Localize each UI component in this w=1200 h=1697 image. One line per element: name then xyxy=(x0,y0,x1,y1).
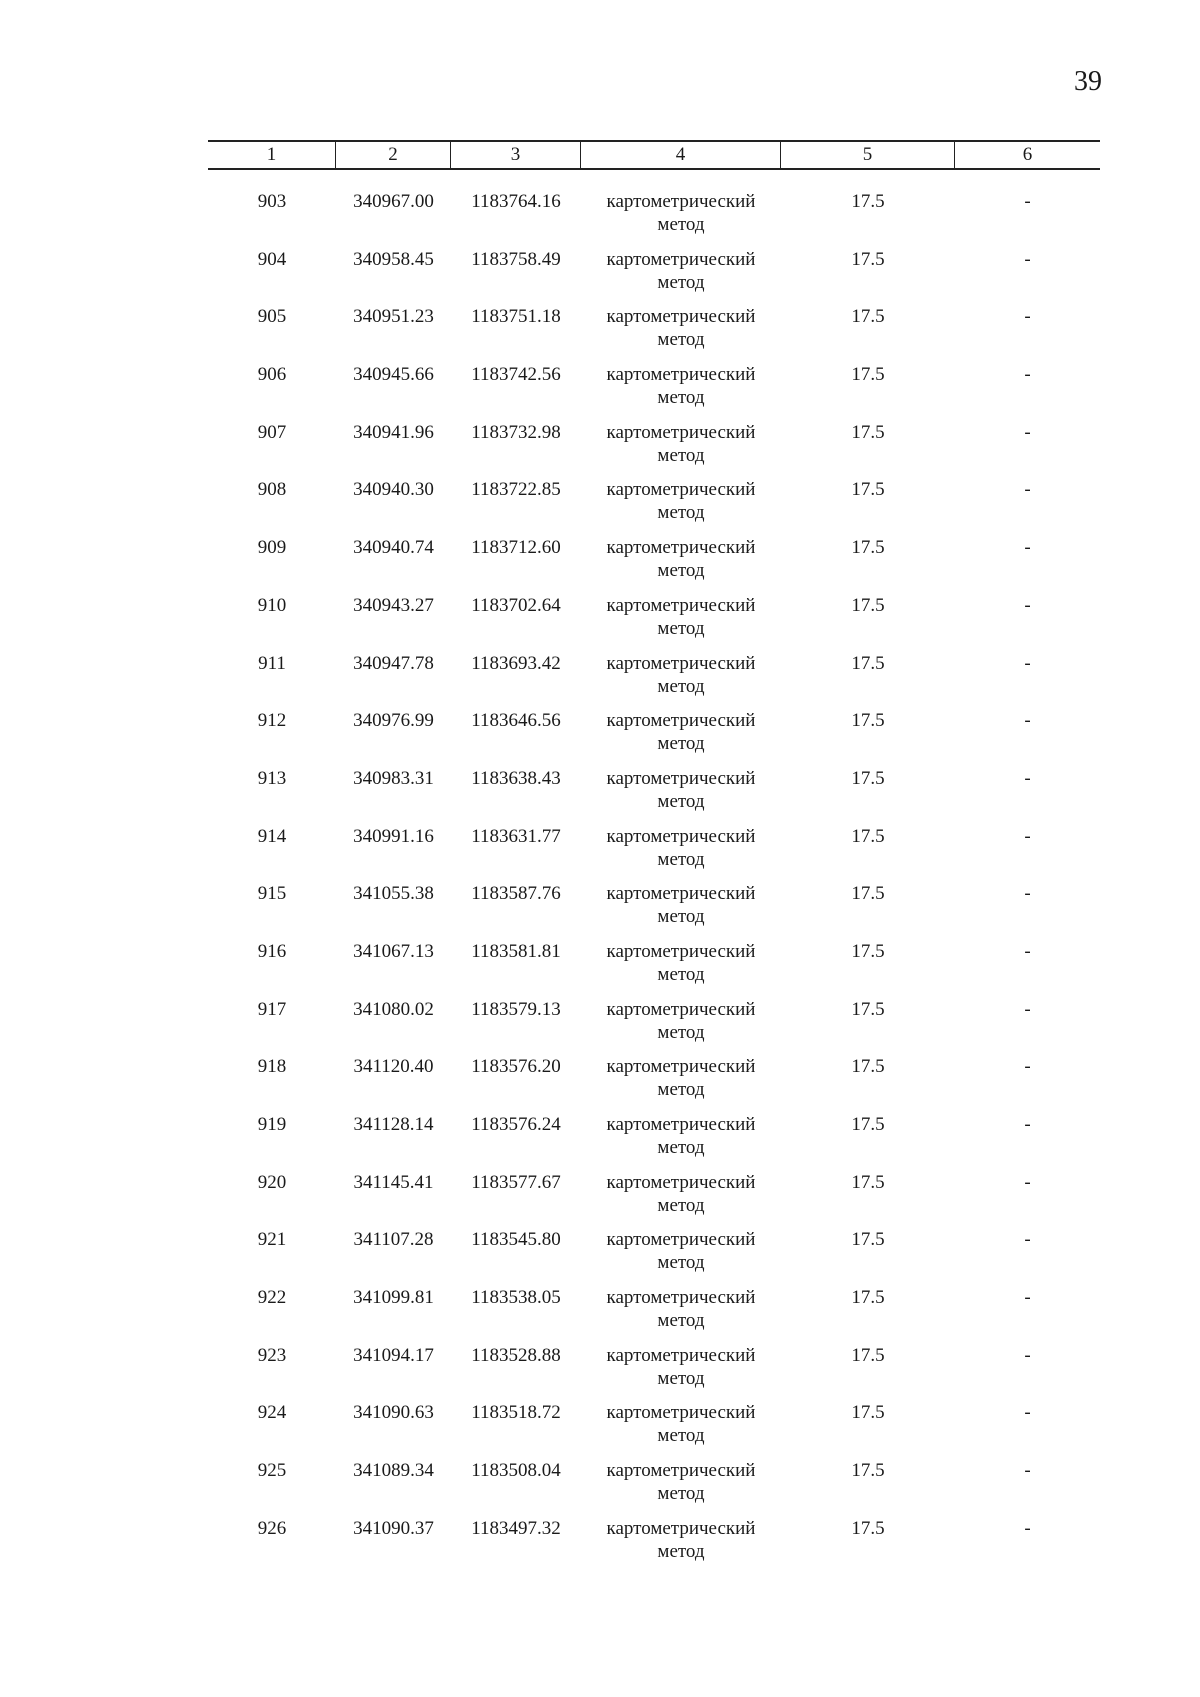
y-coordinate-cell: 1183528.88 xyxy=(471,1344,561,1366)
y-coordinate-cell: 1183497.32 xyxy=(471,1517,561,1539)
method-text-line-2: метод xyxy=(657,1079,705,1101)
x-coordinate-cell: 340947.78 xyxy=(353,652,434,674)
note-cell: - xyxy=(1024,710,1031,732)
method-text-line-1: картометрический xyxy=(606,940,756,962)
note-cell: - xyxy=(1024,479,1031,501)
y-coordinate-cell: 1183638.43 xyxy=(471,767,561,789)
x-coordinate-cell: 340951.23 xyxy=(353,306,434,328)
x-coordinate-cell: 340983.31 xyxy=(353,767,434,789)
note-cell: - xyxy=(1024,1229,1031,1251)
method-cell xyxy=(581,1053,781,1111)
table-row xyxy=(208,996,1100,1054)
method-text-line-2: метод xyxy=(657,1252,705,1274)
note-cell: - xyxy=(1024,306,1031,328)
method-cell xyxy=(581,592,781,650)
method-text-line-1: картометрический xyxy=(606,998,756,1020)
table-row xyxy=(208,188,1100,246)
method-text-line-2: метод xyxy=(657,329,705,351)
note-cell: - xyxy=(1024,940,1031,962)
y-coordinate-cell: 1183693.42 xyxy=(471,652,561,674)
method-cell xyxy=(581,823,781,881)
point-number-cell: 912 xyxy=(257,710,287,732)
method-text-line-1: картометрический xyxy=(606,1517,756,1539)
table-row xyxy=(208,1053,1100,1111)
method-text-line-1: картометрический xyxy=(606,1229,756,1251)
y-coordinate-cell: 1183751.18 xyxy=(471,306,561,328)
page-number: 39 xyxy=(1074,66,1102,97)
method-text-line-1: картометрический xyxy=(606,1402,756,1424)
point-number-cell: 921 xyxy=(257,1229,287,1251)
point-number-cell: 924 xyxy=(257,1402,287,1424)
accuracy-cell: 17.5 xyxy=(851,1171,885,1193)
method-cell xyxy=(581,938,781,996)
column-header-6: 6 xyxy=(1022,144,1033,165)
table-row xyxy=(208,592,1100,650)
accuracy-cell: 17.5 xyxy=(851,652,885,674)
table-row xyxy=(208,246,1100,304)
x-coordinate-cell: 341090.37 xyxy=(353,1517,434,1539)
method-text-line-2: метод xyxy=(657,617,705,639)
method-cell xyxy=(581,188,781,246)
method-text-line-2: метод xyxy=(657,387,705,409)
method-cell xyxy=(581,246,781,304)
column-header-2: 2 xyxy=(336,142,451,168)
point-number-cell: 907 xyxy=(257,421,287,443)
column-header-1: 1 xyxy=(208,142,336,168)
method-cell xyxy=(581,303,781,361)
method-text-line-2: метод xyxy=(657,848,705,870)
method-text-line-1: картометрический xyxy=(606,1056,756,1078)
point-number-cell: 915 xyxy=(257,883,287,905)
y-coordinate-cell: 1183545.80 xyxy=(471,1229,561,1251)
method-cell xyxy=(581,1457,781,1515)
y-coordinate-cell: 1183577.67 xyxy=(471,1171,561,1193)
method-text-line-1: картометрический xyxy=(606,883,756,905)
method-text-line-1: картометрический xyxy=(606,248,756,270)
method-cell xyxy=(581,1399,781,1457)
table-row xyxy=(208,1169,1100,1227)
table-row xyxy=(208,361,1100,419)
table-row xyxy=(208,823,1100,881)
note-cell: - xyxy=(1024,883,1031,905)
point-number-cell: 922 xyxy=(257,1287,287,1309)
method-text-line-2: метод xyxy=(657,1137,705,1158)
note-cell: - xyxy=(1024,825,1031,847)
note-cell: - xyxy=(1024,364,1031,386)
table-row xyxy=(208,707,1100,765)
method-text-line-2: метод xyxy=(657,733,705,755)
column-header-4: 4 xyxy=(581,142,781,168)
column-header-5: 5 xyxy=(781,142,955,168)
note-cell: - xyxy=(1024,652,1031,674)
y-coordinate-cell: 1183579.13 xyxy=(471,998,561,1020)
point-number-cell: 908 xyxy=(257,479,287,501)
table-row xyxy=(208,650,1100,708)
table-row xyxy=(208,1284,1100,1342)
method-text-line-1: картометрический xyxy=(606,191,756,212)
point-number-cell: 918 xyxy=(257,1056,287,1078)
table-row xyxy=(208,765,1100,823)
table-header-row xyxy=(208,140,1100,170)
note-cell: - xyxy=(1024,1056,1031,1078)
x-coordinate-cell: 341067.13 xyxy=(353,940,434,962)
note-cell: - xyxy=(1024,1402,1031,1424)
method-cell xyxy=(581,1111,781,1169)
note-cell: - xyxy=(1024,537,1031,559)
accuracy-cell: 17.5 xyxy=(851,825,885,847)
x-coordinate-cell: 341080.02 xyxy=(353,998,434,1020)
point-number-cell: 911 xyxy=(258,652,286,674)
accuracy-cell: 17.5 xyxy=(851,594,885,616)
x-coordinate-cell: 340940.74 xyxy=(353,537,434,559)
y-coordinate-cell: 1183702.64 xyxy=(471,594,561,616)
table-row xyxy=(208,1399,1100,1457)
method-cell xyxy=(581,880,781,938)
accuracy-cell: 17.5 xyxy=(851,537,885,559)
method-text-line-2: метод xyxy=(657,1194,705,1216)
point-number-cell: 920 xyxy=(257,1171,287,1193)
accuracy-cell: 17.5 xyxy=(851,883,885,905)
method-text-line-1: картометрический xyxy=(606,306,756,328)
x-coordinate-cell: 341145.41 xyxy=(353,1171,434,1193)
y-coordinate-cell: 1183508.04 xyxy=(471,1460,561,1482)
x-coordinate-cell: 341055.38 xyxy=(353,883,434,905)
x-coordinate-cell: 340976.99 xyxy=(353,710,434,732)
x-coordinate-cell: 340967.00 xyxy=(353,191,434,212)
x-coordinate-cell: 341128.14 xyxy=(353,1114,434,1135)
y-coordinate-cell: 1183631.77 xyxy=(471,825,561,847)
x-coordinate-cell: 340945.66 xyxy=(353,364,434,386)
table-row xyxy=(208,1111,1100,1169)
method-text-line-1: картометрический xyxy=(606,479,756,501)
note-cell: - xyxy=(1024,594,1031,616)
x-coordinate-cell: 340958.45 xyxy=(353,248,434,270)
note-cell: - xyxy=(1024,1287,1031,1309)
method-text-line-2: метод xyxy=(657,1367,705,1389)
method-cell xyxy=(581,707,781,765)
method-cell xyxy=(581,1169,781,1227)
method-text-line-2: метод xyxy=(657,560,705,582)
y-coordinate-cell: 1183587.76 xyxy=(471,883,561,905)
x-coordinate-cell: 341120.40 xyxy=(353,1056,434,1078)
y-coordinate-cell: 1183722.85 xyxy=(471,479,561,501)
accuracy-cell: 17.5 xyxy=(851,1229,885,1251)
y-coordinate-cell: 1183581.81 xyxy=(471,940,561,962)
method-text-line-2: метод xyxy=(657,906,705,928)
accuracy-cell: 17.5 xyxy=(851,421,885,443)
point-number-cell: 925 xyxy=(257,1460,287,1482)
x-coordinate-cell: 340943.27 xyxy=(353,594,434,616)
point-number-cell: 904 xyxy=(257,248,287,270)
method-text-line-2: метод xyxy=(657,1483,705,1505)
method-text-line-2: метод xyxy=(657,1425,705,1447)
method-text-line-2: метод xyxy=(657,1310,705,1332)
method-text-line-1: картометрический xyxy=(606,1171,756,1193)
x-coordinate-cell: 341090.63 xyxy=(353,1402,434,1424)
method-cell xyxy=(581,1515,781,1573)
accuracy-cell: 17.5 xyxy=(851,767,885,789)
table-row xyxy=(208,1226,1100,1284)
note-cell: - xyxy=(1024,1114,1031,1135)
point-number-cell: 917 xyxy=(257,998,287,1020)
accuracy-cell: 17.5 xyxy=(851,1114,885,1135)
method-text-line-1: картометрический xyxy=(606,710,756,732)
method-text-line-1: картометрический xyxy=(606,1114,756,1135)
x-coordinate-cell: 341107.28 xyxy=(353,1229,434,1251)
note-cell: - xyxy=(1024,1171,1031,1193)
table-row xyxy=(208,938,1100,996)
y-coordinate-cell: 1183576.24 xyxy=(471,1114,561,1135)
table-row xyxy=(208,1515,1100,1573)
point-number-cell: 914 xyxy=(257,825,287,847)
table-row xyxy=(208,1342,1100,1400)
point-number-cell: 916 xyxy=(257,940,287,962)
accuracy-cell: 17.5 xyxy=(851,306,885,328)
accuracy-cell: 17.5 xyxy=(851,248,885,270)
x-coordinate-cell: 341099.81 xyxy=(353,1287,434,1309)
accuracy-cell: 17.5 xyxy=(851,364,885,386)
y-coordinate-cell: 1183758.49 xyxy=(471,248,561,270)
method-text-line-2: метод xyxy=(657,963,705,985)
y-coordinate-cell: 1183732.98 xyxy=(471,421,561,443)
table-row xyxy=(208,476,1100,534)
y-coordinate-cell: 1183646.56 xyxy=(471,710,561,732)
table-body xyxy=(208,188,1100,1573)
table-row xyxy=(208,303,1100,361)
point-number-cell: 913 xyxy=(257,767,287,789)
coordinates-table xyxy=(208,140,1100,1573)
method-cell xyxy=(581,534,781,592)
y-coordinate-cell: 1183742.56 xyxy=(471,364,561,386)
table-row xyxy=(208,534,1100,592)
method-text-line-2: метод xyxy=(657,271,705,293)
accuracy-cell: 17.5 xyxy=(851,191,885,212)
point-number-cell: 923 xyxy=(257,1344,287,1366)
method-text-line-2: метод xyxy=(657,502,705,524)
method-cell xyxy=(581,1226,781,1284)
x-coordinate-cell: 341094.17 xyxy=(353,1344,434,1366)
method-cell xyxy=(581,765,781,823)
point-number-cell: 910 xyxy=(257,594,287,616)
accuracy-cell: 17.5 xyxy=(851,479,885,501)
y-coordinate-cell: 1183518.72 xyxy=(471,1402,561,1424)
point-number-cell: 905 xyxy=(257,306,287,328)
method-cell xyxy=(581,476,781,534)
method-cell xyxy=(581,1284,781,1342)
note-cell: - xyxy=(1024,421,1031,443)
y-coordinate-cell: 1183764.16 xyxy=(471,191,561,212)
x-coordinate-cell: 340991.16 xyxy=(353,825,434,847)
accuracy-cell: 17.5 xyxy=(851,940,885,962)
y-coordinate-cell: 1183538.05 xyxy=(471,1287,561,1309)
method-cell xyxy=(581,419,781,477)
note-cell: - xyxy=(1024,248,1031,270)
point-number-cell: 906 xyxy=(257,364,287,386)
point-number-cell: 903 xyxy=(257,191,287,212)
table-row xyxy=(208,1457,1100,1515)
note-cell: - xyxy=(1024,1344,1031,1366)
x-coordinate-cell: 341089.34 xyxy=(353,1460,434,1482)
x-coordinate-cell: 340940.30 xyxy=(353,479,434,501)
method-text-line-2: метод xyxy=(657,214,705,235)
table-row xyxy=(208,419,1100,477)
method-cell xyxy=(581,1342,781,1400)
note-cell: - xyxy=(1024,191,1031,212)
method-text-line-1: картометрический xyxy=(606,364,756,386)
method-text-line-2: метод xyxy=(657,444,705,466)
note-cell: - xyxy=(1024,998,1031,1020)
point-number-cell: 909 xyxy=(257,537,287,559)
method-text-line-1: картометрический xyxy=(606,767,756,789)
note-cell: - xyxy=(1024,767,1031,789)
method-text-line-1: картометрический xyxy=(606,652,756,674)
accuracy-cell: 17.5 xyxy=(851,1287,885,1309)
method-text-line-2: метод xyxy=(657,790,705,812)
x-coordinate-cell: 340941.96 xyxy=(353,421,434,443)
method-text-line-1: картометрический xyxy=(606,594,756,616)
accuracy-cell: 17.5 xyxy=(851,1402,885,1424)
table-row xyxy=(208,880,1100,938)
column-header-3: 3 xyxy=(451,142,581,168)
y-coordinate-cell: 1183576.20 xyxy=(471,1056,561,1078)
note-cell: - xyxy=(1024,1460,1031,1482)
accuracy-cell: 17.5 xyxy=(851,998,885,1020)
accuracy-cell: 17.5 xyxy=(851,1344,885,1366)
method-cell xyxy=(581,650,781,708)
accuracy-cell: 17.5 xyxy=(851,1460,885,1482)
method-text-line-1: картометрический xyxy=(606,1460,756,1482)
point-number-cell: 919 xyxy=(257,1114,287,1135)
accuracy-cell: 17.5 xyxy=(851,1517,885,1539)
method-text-line-1: картометрический xyxy=(606,1344,756,1366)
method-cell xyxy=(581,996,781,1054)
note-cell: - xyxy=(1024,1517,1031,1539)
accuracy-cell: 17.5 xyxy=(851,710,885,732)
point-number-cell: 926 xyxy=(257,1517,287,1539)
method-text-line-1: картометрический xyxy=(606,1287,756,1309)
method-cell xyxy=(581,361,781,419)
method-text-line-2: метод xyxy=(657,1021,705,1043)
method-text-line-2: метод xyxy=(657,1540,705,1562)
method-text-line-1: картометрический xyxy=(606,537,756,559)
method-text-line-1: картометрический xyxy=(606,421,756,443)
method-text-line-2: метод xyxy=(657,675,705,697)
method-text-line-1: картометрический xyxy=(606,825,756,847)
accuracy-cell: 17.5 xyxy=(851,1056,885,1078)
y-coordinate-cell: 1183712.60 xyxy=(471,537,561,559)
